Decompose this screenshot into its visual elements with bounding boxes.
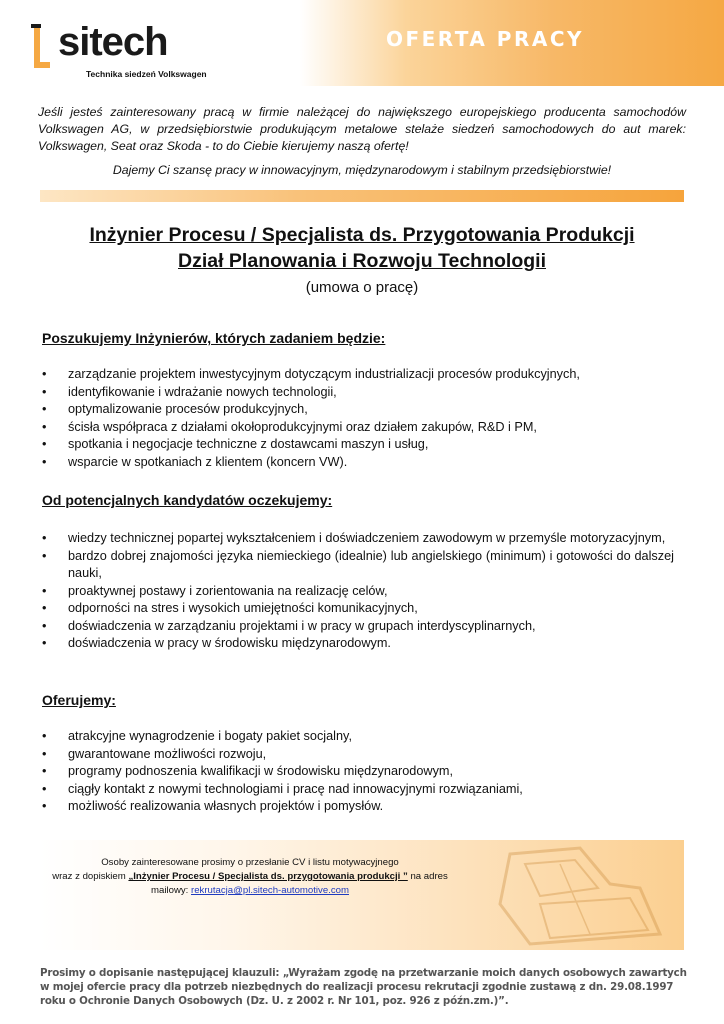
header	[0, 0, 724, 92]
list-item: • bardzo dobrej znajomości języka niemieckiego (idealnie) lub angielskiego (minimum) i gotowości do dalszej nauki,	[42, 548, 674, 583]
list-item: • ścisła współpraca z działami okołoprodukcyjnymi oraz działem zakupów, R&D i PM,	[42, 419, 674, 437]
job-title: Inżynier Procesu / Specjalista ds. Przygotowania Produkcji	[89, 224, 635, 246]
divider-bar	[40, 190, 684, 202]
list-item: • optymalizowanie procesów produkcyjnych,	[42, 401, 674, 419]
contact-text: mailowy:	[151, 885, 191, 896]
requirements-list	[42, 530, 674, 653]
list-item: • możliwość realizowania własnych projektów i pomysłów.	[42, 798, 674, 816]
section-heading: Poszukujemy Inżynierów, których zadaniem będzie:	[42, 330, 386, 346]
benefits-list	[42, 728, 674, 816]
logo-mark-icon	[28, 24, 56, 74]
list-item: • programy podnoszenia kwalifikacji w środowisku międzynarodowym,	[42, 763, 674, 781]
job-department: Dział Planowania i Rozwoju Technologii	[178, 250, 546, 272]
application-subject: „Inżynier Procesu / Specjalista ds. przygotowania produkcji ”	[128, 871, 408, 882]
list-item: • ciągły kontakt z nowymi technologiami i pracę nad innowacyjnymi rozwiązaniami,	[42, 781, 674, 799]
contact-line	[40, 884, 460, 898]
contact-line: Osoby zainteresowane prosimy o przesłanie CV i listu motywacyjnego	[101, 857, 399, 868]
contact-text: wraz z dopiskiem	[52, 871, 129, 882]
list-item: • wiedzy technicznej popartej wykształceniem i doświadczeniem zawodowym w przemyśle motoryzacyjnym,	[42, 530, 674, 548]
list-item: • zarządzanie projektem inwestycyjnym dotyczącym industrializacji procesów produkcyjnych,	[42, 366, 674, 384]
logo-name: sitech	[58, 20, 168, 64]
section-heading: Od potencjalnych kandydatów oczekujemy:	[42, 492, 333, 508]
logo-tagline: Technika siedzeń Volkswagen	[86, 69, 207, 79]
list-item: • wsparcie w spotkaniach z klientem (koncern VW).	[42, 454, 674, 472]
contact-line	[40, 870, 460, 884]
list-item: • odporności na stres i wysokich umiejętności komunikacyjnych,	[42, 600, 674, 618]
list-item: • proaktywnej postawy i zorientowania na realizację celów,	[42, 583, 674, 601]
contact-text: na adres	[407, 871, 448, 882]
intro	[38, 104, 686, 179]
contact-info	[40, 856, 460, 898]
privacy-clause: Prosimy o dopisanie następującej klauzuli: „Wyrażam zgodę na przetwarzanie moich danych osobowych zawartych w mojej ofercie pracy dla potrzeb niezbędnych do realizacji procesu rekrutacji zgodnie zustawą z dn. 29.08.1997 roku o Ochronie Danych Osobowych (Dz. U. z 2002 r. Nr 101, poz. 926 z późn.zm.)”.	[40, 967, 687, 1007]
list-item: • gwarantowane możliwości rozwoju,	[42, 746, 674, 764]
offer-banner	[300, 0, 724, 86]
section-heading: Oferujemy:	[42, 692, 116, 708]
list-item: • identyfikowanie i wdrażanie nowych technologii,	[42, 384, 674, 402]
list-item: • doświadczenia w zarządzaniu projektami i w pracy w grupach interdyscyplinarnych,	[42, 618, 674, 636]
intro-paragraph: Jeśli jesteś zainteresowany pracą w firmie należącej do największego europejskiego producenta samochodów Volkswagen AG, w przedsiębiorstwie produkującym metalowe stelaże siedzeń samochodowych do aut marek: Volkswagen, Seat oraz Skoda - to do Ciebie kierujemy naszą ofertę!	[38, 105, 686, 153]
duties-list	[42, 366, 674, 471]
banner-title: OFERTA PRACY	[385, 27, 584, 51]
contract-type: (umowa o pracę)	[305, 279, 419, 296]
seat-frame-image	[470, 844, 670, 948]
list-item: • spotkania i negocjacje techniczne z dostawcami maszyn i usług,	[42, 436, 674, 454]
intro-paragraph: Dajemy Ci szansę pracy w innowacyjnym, międzynarodowym i stabilnym przedsiębiorstwie!	[112, 163, 612, 177]
list-item: • doświadczenia w pracy w środowisku międzynarodowym.	[42, 635, 674, 653]
email-link[interactable]: rekrutacja@pl.sitech-automotive.com	[191, 885, 349, 896]
list-item: • atrakcyjne wynagrodzenie i bogaty pakiet socjalny,	[42, 728, 674, 746]
job-title-block	[0, 222, 724, 299]
sitech-logo	[28, 18, 218, 86]
